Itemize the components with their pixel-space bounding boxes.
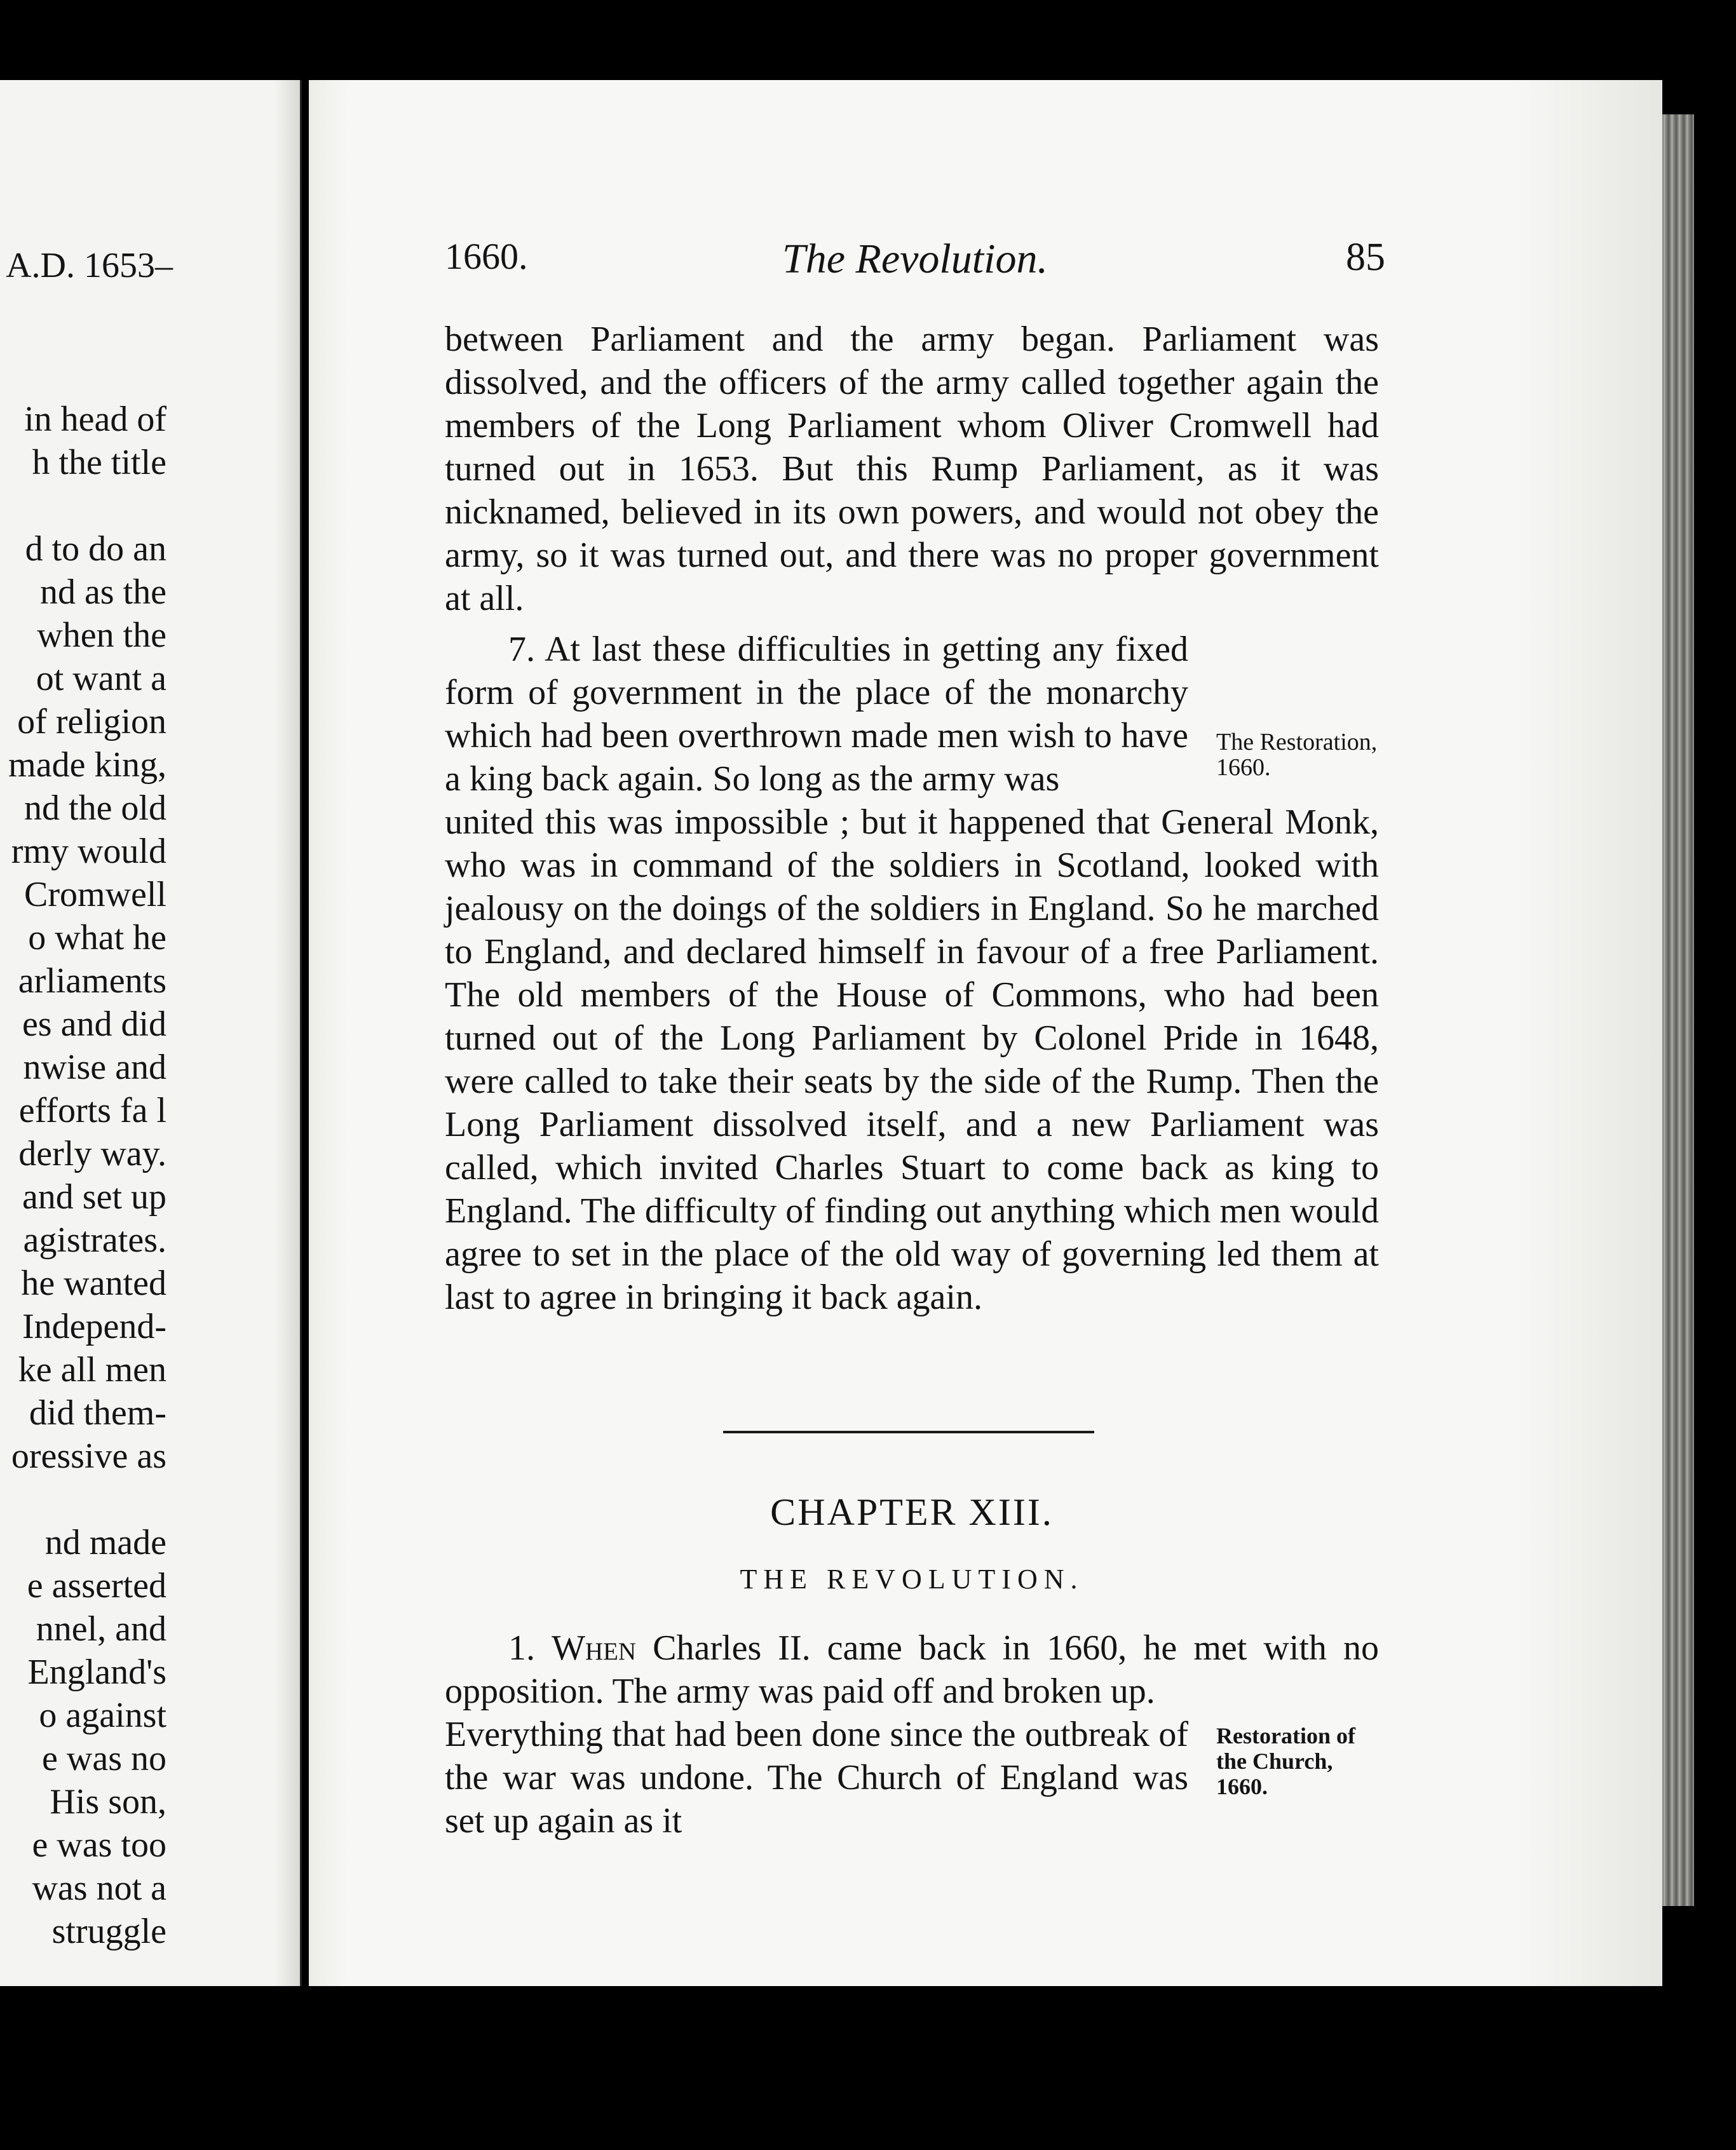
paragraph-text: between Parliament and the army began. Parliament was dissolved, and the officers of the army called together again the members of the Long Parliament whom Oliver Cromwell had turned out in 1653. But this Rump Parliament, as it was nicknamed, believed in its own powers, and would not obey the army, so it was turned out, and there was no proper government at all.	[445, 320, 1379, 618]
left-page-line: nd as the	[39, 572, 166, 612]
left-page-line: d to do an	[25, 529, 166, 569]
left-page-line: e asserted	[27, 1566, 166, 1606]
left-page-line: o what he	[28, 918, 166, 957]
left-page-line: arliaments	[18, 961, 166, 1001]
running-head	[445, 235, 1385, 292]
left-page-line: made king,	[8, 745, 166, 785]
left-page-line: when the	[37, 616, 166, 655]
margin-note-restoration: The Restoration, 1660.	[1216, 729, 1378, 781]
paragraph-body: Charles II. came back in 1660, he met with no opposition. The army was paid off and broken up.	[445, 1628, 1380, 1711]
left-page-line: nd the old	[24, 788, 166, 828]
paragraph-text: united this was impossible ; but it happened that General Monk, who was in command of the soldiers in Scotland, looked with jealousy on the doings of the soldiers in England. So he marched to England, and declared himself in favour of a free Parliament. The old members of the House of Commons, who had been turned out of the Long Parliament by Colonel Pride in 1648, were called to take their seats by the side of the Rump. Then the Long Parliament dissolved itself, and a new Parliament was called, which invited Charles Stuart to come back as king to England. The difficulty of finding out anything which men would agree to set in the place of the old way of governing led them at last to agree in bringing it back again.	[445, 802, 1379, 1317]
left-page-line: rmy would	[11, 832, 166, 871]
left-page-line: in head of	[24, 400, 166, 439]
left-page-line: struggle	[51, 1912, 166, 1951]
left-page-line: of religion	[17, 702, 166, 741]
chapter-heading: CHAPTER XIII.	[770, 1491, 1054, 1533]
left-page-line: nd made	[44, 1523, 166, 1562]
paragraph-6-end	[445, 318, 1379, 620]
left-page-line: derly way.	[18, 1134, 166, 1173]
left-page-line: nwise and	[23, 1048, 166, 1087]
chapter-paragraph-1-continued	[445, 1713, 1188, 1842]
left-page-line: efforts fa l	[18, 1091, 166, 1130]
left-page-line: Independ-	[22, 1307, 166, 1346]
page-number: 85	[1346, 236, 1385, 279]
left-page-line: ot want a	[36, 659, 166, 698]
left-running-head: A.D. 1653–	[6, 246, 173, 285]
left-page-line: nnel, and	[36, 1609, 166, 1649]
paragraph-7-start	[445, 628, 1188, 801]
left-page-line: did them-	[29, 1393, 166, 1433]
chapter-divider-rule	[723, 1431, 1094, 1433]
left-page-line: and set up	[22, 1177, 166, 1217]
chapter-paragraph-1-start	[445, 1626, 1379, 1713]
left-page	[0, 80, 302, 1986]
paragraph-number: 1.	[508, 1628, 535, 1668]
left-page-line: es and did	[22, 1004, 166, 1044]
left-page-line: was not a	[32, 1869, 166, 1908]
left-page-line: e was too	[32, 1825, 166, 1865]
left-page-line: e was no	[42, 1739, 166, 1778]
chapter-subtitle: THE REVOLUTION.	[740, 1564, 1084, 1595]
left-page-line: o against	[39, 1696, 166, 1735]
left-page-line: he wanted	[21, 1264, 166, 1303]
paragraph-text	[445, 1626, 1379, 1713]
running-head-title: The Revolution.	[782, 236, 1048, 282]
left-page-line: Cromwell	[24, 875, 166, 914]
margin-note-church-restoration: Restoration of the Church, 1660.	[1216, 1723, 1355, 1799]
left-page-line: England's	[27, 1653, 166, 1692]
paragraph-7-continued	[445, 801, 1379, 1319]
left-page-line: His son,	[50, 1782, 166, 1822]
paragraph-text: 7. At last these difficulties in getting any fixed form of government in the place of the monarchy which had been overthrown made men wish to have a king back again. So long as the army was	[445, 630, 1188, 799]
left-page-line: h the title	[32, 443, 166, 482]
paragraph-text: Everything that had been done since the outbreak of the war was undone. The Church of England was set up again as it	[445, 1715, 1188, 1841]
left-page-line: ke all men	[18, 1350, 166, 1389]
left-page-line: agistrates.	[23, 1220, 166, 1260]
left-page-line: oressive as	[11, 1437, 166, 1476]
gutter-shadow	[275, 80, 300, 1986]
running-head-year: 1660.	[445, 236, 528, 277]
paragraph-lead-word: When	[552, 1628, 637, 1668]
